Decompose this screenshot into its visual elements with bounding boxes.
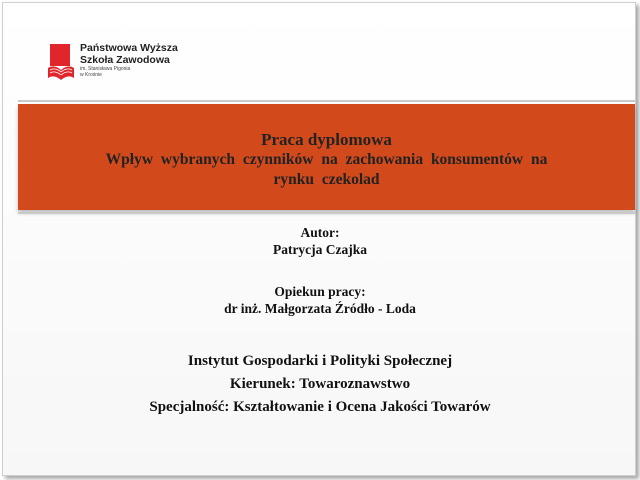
logo-line-1: Państwowa Wyższa [80, 42, 178, 54]
institute-name: Instytut Gospodarki i Polityki Społecznej [187, 353, 453, 369]
specialty: Specjalność: Kształtowanie i Ocena Jakości Towarów [149, 399, 491, 415]
logo-line-3: im. Stanisława Pigonia [80, 66, 131, 72]
band-top-rule [18, 100, 635, 102]
author-name: Patrycja Czajka [272, 242, 368, 257]
logo-line-2: Szkoła Zawodowa [80, 54, 170, 66]
title-block [18, 130, 635, 190]
university-logo [46, 42, 176, 94]
thesis-title-line-2: rynku czekolad [273, 171, 380, 188]
field-of-study: Kierunek: Towaroznawstwo [229, 376, 411, 392]
title-band [18, 104, 635, 210]
supervisor-label: Opiekun pracy: [274, 284, 366, 299]
band-bottom-rule [18, 212, 635, 214]
logo-text [80, 42, 178, 78]
author-label: Autor: [300, 225, 340, 240]
logo-line-4: w Krośnie [80, 72, 102, 78]
thesis-title-line-1: Wpływ wybranych czynników na zachowania konsumentów na [105, 151, 548, 168]
thesis-type: Praca dyplomowa [261, 130, 392, 149]
supervisor-name: dr inż. Małgorzata Źródło - Loda [224, 301, 416, 316]
book-logo-icon [46, 42, 76, 82]
